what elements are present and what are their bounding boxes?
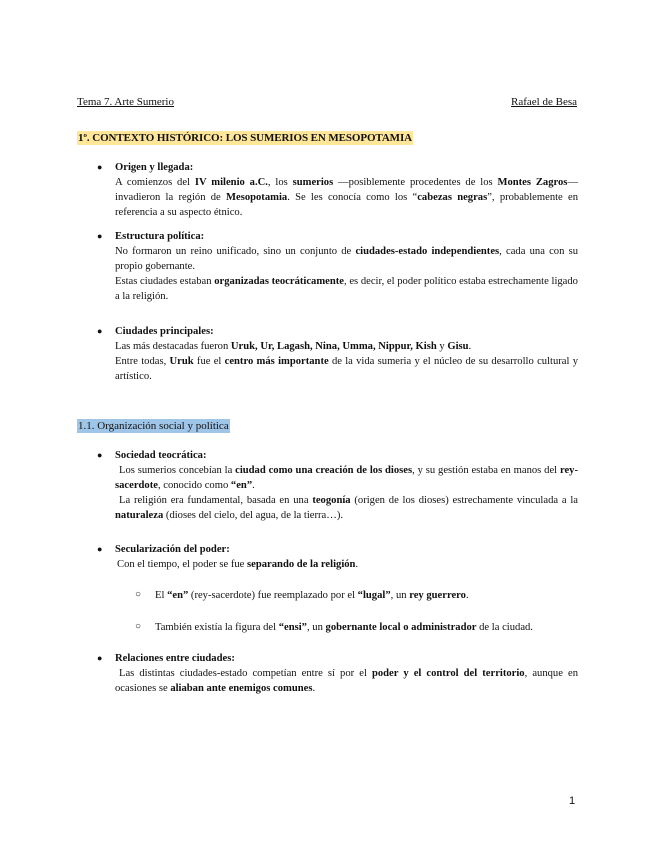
bullet-icon: ● <box>97 162 103 172</box>
page-number: 1 <box>569 795 576 807</box>
item-paragraph: Con el tiempo, el poder se fue separando de la religión. <box>117 559 359 570</box>
subsection-title: 1.1. Organización social y política <box>78 420 229 432</box>
circle-bullet-icon: ○ <box>135 589 142 600</box>
item-paragraph: A comienzos del IV milenio a.C., los sumerios —posiblemente procedentes de los Montes Zagros— invadieron la región de Mesopotamia. Se les conocía como los “cabezas negras”, probablemente en referencia a su aspecto étnico. <box>115 177 579 218</box>
item-paragraph: La religión era fundamental, basada en una teogonía (origen de los dioses) estrechamente vinculada a la naturaleza (dioses del cielo, del agua, de la tierra…). <box>115 495 579 521</box>
circle-bullet-icon: ○ <box>135 621 142 632</box>
bullet-icon: ● <box>97 231 103 241</box>
bullet-icon: ● <box>97 326 103 336</box>
item-estructura <box>97 229 578 304</box>
item-heading: Origen y llegada: <box>115 162 194 173</box>
item-heading: Secularización del poder: <box>115 544 230 555</box>
item-paragraph: No formaron un reino unificado, sino un conjunto de ciudades-estado independientes, cada una con su propio gobernante. <box>115 246 578 272</box>
subitem-ensi: ○ También existía la figura del “ensi”, un gobernante local o administrador de la ciudad. <box>135 621 533 633</box>
item-paragraph: Estas ciudades estaban organizadas teocráticamente, es decir, el poder político estaba estrechamente ligado a la religión. <box>115 276 578 302</box>
item-paragraph: Las más destacadas fueron Uruk, Ur, Lagash, Nina, Umma, Nippur, Kish y Gisu. <box>115 341 472 352</box>
section-title: 1º. CONTEXTO HISTÓRICO: LOS SUMERIOS EN MESOPOTAMIA <box>78 132 412 144</box>
header-left: Tema 7. Arte Sumerio <box>77 96 174 108</box>
item-heading: Ciudades principales: <box>115 326 214 337</box>
item-paragraph: Entre todas, Uruk fue el centro más importante de la vida sumeria y el núcleo de su desarrollo cultural y artístico. <box>115 356 578 382</box>
bullet-icon: ● <box>97 544 103 554</box>
subitem-lugal: ○ El “en” (rey-sacerdote) fue reemplazado por el “lugal”, un rey guerrero. <box>135 589 469 601</box>
item-paragraph: Los sumerios concebían la ciudad como una creación de los dioses, y su gestión estaba en manos del rey-sacerdote, conocido como “en”. <box>115 465 578 491</box>
item-heading: Relaciones entre ciudades: <box>115 653 235 664</box>
item-secularizacion <box>97 542 578 572</box>
bullet-icon: ● <box>97 450 103 460</box>
item-heading: Sociedad teocrática: <box>115 450 207 461</box>
header-right: Rafael de Besa <box>511 96 577 108</box>
item-origen <box>97 160 578 220</box>
item-ciudades <box>97 324 578 384</box>
bullet-icon: ● <box>97 653 103 663</box>
item-paragraph: Las distintas ciudades-estado competían entre sí por el poder y el control del territorio, aunque en ocasiones se aliaban ante enemigos comunes. <box>115 668 578 694</box>
item-relaciones <box>97 651 578 696</box>
item-sociedad <box>97 448 578 523</box>
item-heading: Estructura política: <box>115 231 205 242</box>
